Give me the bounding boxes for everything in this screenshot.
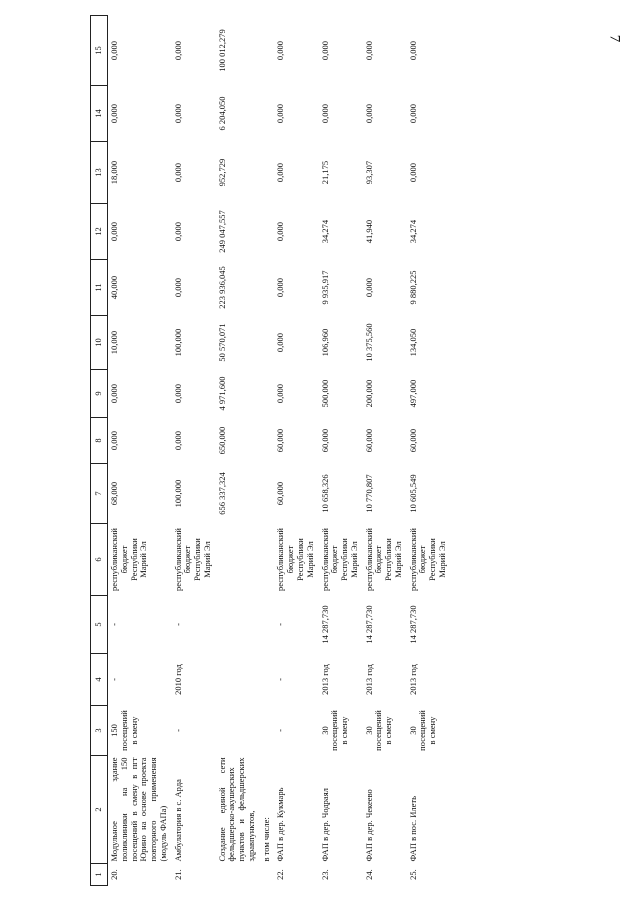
value-col-10-cell: 106,960 <box>319 328 330 357</box>
column-header: 11 <box>91 260 108 316</box>
estimated-cost-cell: - <box>172 623 183 626</box>
column-header: 14 <box>91 86 108 142</box>
value-col-9-cell: 500,000 <box>319 379 330 408</box>
value-col-12-cell: 34,274 <box>319 219 330 244</box>
value-col-12-cell: 0,000 <box>109 221 119 242</box>
capacity-cell <box>216 706 260 756</box>
value-col-11-cell <box>260 260 275 316</box>
table-row <box>363 16 407 886</box>
table-row <box>260 16 275 886</box>
commission-year-cell: - <box>275 678 286 681</box>
value-col-14-cell: 0,000 <box>275 103 286 124</box>
value-col-9-cell: 200,000 <box>363 379 374 408</box>
table-row <box>172 16 216 886</box>
budget-table <box>90 15 451 886</box>
object-name-cell: ФАП в дер. Кукмарь <box>275 787 286 862</box>
column-header: 13 <box>91 142 108 204</box>
column-header: 3 <box>91 706 108 756</box>
value-col-11-cell: 40,000 <box>109 275 119 300</box>
value-col-12-cell <box>260 204 275 260</box>
funding-source-cell <box>216 524 260 596</box>
value-col-15-cell: 0,000 <box>407 40 418 61</box>
value-col-8-cell <box>260 418 275 464</box>
row-number-cell: 22. <box>275 869 286 880</box>
estimated-cost-cell: 14 287,730 <box>319 605 330 644</box>
value-col-15-cell: 100 012,279 <box>216 29 227 72</box>
funding-source-cell <box>260 524 275 596</box>
value-col-15-cell: 0,000 <box>172 40 183 61</box>
estimated-cost-cell: - <box>275 623 286 626</box>
commission-year-cell: 2010 год <box>172 664 183 695</box>
commission-year-cell <box>260 654 275 706</box>
object-name-cell: в том числе: <box>260 817 271 862</box>
table-row <box>108 16 172 886</box>
total-value-cell <box>260 464 275 524</box>
funding-source-cell: республиканский бюджет Республики Марий Эл <box>109 528 149 591</box>
value-col-11-cell: 223 936,045 <box>216 266 227 309</box>
funding-source-cell: республиканский бюджет Республики Марий Эл <box>319 528 359 591</box>
row-number-cell <box>260 864 275 886</box>
total-value-cell: 10 658,326 <box>319 474 330 513</box>
funding-source-cell: республиканский бюджет Республики Марий Эл <box>275 528 315 591</box>
estimated-cost-cell: - <box>109 623 119 626</box>
column-header: 8 <box>91 418 108 464</box>
value-col-13-cell: 21,175 <box>319 160 330 185</box>
row-number-cell: 24. <box>363 869 374 880</box>
row-number-cell: 23. <box>319 869 330 880</box>
funding-source-cell: республиканский бюджет Республики Марий Эл <box>363 528 403 591</box>
value-col-13-cell: 0,000 <box>172 162 183 183</box>
column-header: 12 <box>91 204 108 260</box>
object-name-cell: ФАП в дер. Чекеево <box>363 789 374 862</box>
column-header: 6 <box>91 524 108 596</box>
column-header: 7 <box>91 464 108 524</box>
value-col-11-cell: 0,000 <box>363 277 374 298</box>
table-body <box>108 16 451 886</box>
value-col-8-cell: 60,000 <box>275 428 286 453</box>
capacity-cell: 30 посещений в смену <box>319 710 350 751</box>
object-name-cell: Создание единой сети фельдшерско-акушерских пунктов и фельдшерских здравпунктов, <box>216 757 256 862</box>
total-value-cell: 10 770,807 <box>363 474 374 513</box>
total-value-cell: 68,000 <box>109 481 119 506</box>
column-header: 5 <box>91 596 108 654</box>
total-value-cell: 60,000 <box>275 481 286 506</box>
value-col-11-cell: 0,000 <box>172 277 183 298</box>
total-value-cell: 656 337,324 <box>216 472 227 515</box>
value-col-9-cell: 0,000 <box>172 383 183 404</box>
table-row <box>319 16 363 886</box>
commission-year-cell: 2013 год <box>407 664 418 695</box>
value-col-14-cell <box>260 86 275 142</box>
value-col-10-cell: 10,000 <box>109 330 119 355</box>
value-col-14-cell: 0,000 <box>172 103 183 124</box>
commission-year-cell: - <box>109 678 119 681</box>
header-row <box>91 16 108 886</box>
value-col-13-cell <box>260 142 275 204</box>
capacity-cell: - <box>172 729 183 732</box>
row-number-cell: 21. <box>172 869 183 880</box>
object-name-cell: ФАП в пос. Илеть <box>407 796 418 862</box>
value-col-10-cell: 50 570,071 <box>216 323 227 362</box>
column-header: 10 <box>91 316 108 370</box>
value-col-13-cell: 0,000 <box>275 162 286 183</box>
value-col-9-cell: 4 971,600 <box>216 376 227 411</box>
value-col-10-cell: 10 375,560 <box>363 323 374 362</box>
value-col-13-cell: 18,000 <box>109 160 119 185</box>
commission-year-cell <box>216 654 260 706</box>
value-col-8-cell: 0,000 <box>172 430 183 451</box>
value-col-8-cell: 0,000 <box>109 430 119 451</box>
value-col-12-cell: 249 047,557 <box>216 210 227 253</box>
value-col-10-cell <box>260 316 275 370</box>
table-row <box>274 16 318 886</box>
funding-source-cell: республиканский бюджет Республики Марий Эл <box>172 528 212 591</box>
funding-source-cell: республиканский бюджет Республики Марий Эл <box>407 528 447 591</box>
value-col-10-cell: 100,000 <box>172 328 183 357</box>
value-col-8-cell: 650,000 <box>216 426 227 455</box>
capacity-cell: 30 посещений в смену <box>407 710 438 751</box>
capacity-cell: 30 посещений в смену <box>363 710 394 751</box>
value-col-13-cell: 0,000 <box>407 162 418 183</box>
object-name-cell: ФАП в дер. Чодраял <box>319 788 330 862</box>
value-col-15-cell: 0,000 <box>363 40 374 61</box>
column-header: 15 <box>91 16 108 86</box>
value-col-9-cell <box>260 370 275 418</box>
value-col-12-cell: 41,940 <box>363 219 374 244</box>
value-col-12-cell: 0,000 <box>275 221 286 242</box>
column-header: 9 <box>91 370 108 418</box>
estimated-cost-cell <box>260 596 275 654</box>
value-col-14-cell: 6 204,050 <box>216 96 227 131</box>
estimated-cost-cell <box>216 596 260 654</box>
capacity-cell <box>260 706 275 756</box>
value-col-13-cell: 952,729 <box>216 158 227 187</box>
value-col-13-cell: 93,307 <box>363 160 374 185</box>
value-col-10-cell: 134,050 <box>407 328 418 357</box>
value-col-10-cell: 0,000 <box>275 332 286 353</box>
value-col-9-cell: 0,000 <box>275 383 286 404</box>
value-col-14-cell: 0,000 <box>109 103 119 124</box>
value-col-15-cell: 0,000 <box>319 40 330 61</box>
value-col-15-cell <box>260 16 275 86</box>
value-col-14-cell: 0,000 <box>407 103 418 124</box>
column-header: 4 <box>91 654 108 706</box>
rotated-table-container <box>90 16 560 886</box>
page-number: 7 <box>606 34 623 43</box>
capacity-cell: 150 посещений в смену <box>109 710 139 751</box>
value-col-14-cell: 0,000 <box>319 103 330 124</box>
total-value-cell: 10 605,549 <box>407 474 418 513</box>
value-col-15-cell: 0,000 <box>275 40 286 61</box>
commission-year-cell: 2013 год <box>363 664 374 695</box>
value-col-8-cell: 60,000 <box>319 428 330 453</box>
value-col-15-cell: 0,000 <box>109 40 119 61</box>
value-col-11-cell: 9 880,225 <box>407 270 418 305</box>
value-col-9-cell: 497,000 <box>407 379 418 408</box>
row-number-cell: 25. <box>407 869 418 880</box>
capacity-cell: - <box>275 729 286 732</box>
value-col-8-cell: 60,000 <box>407 428 418 453</box>
table-row <box>407 16 451 886</box>
value-col-9-cell: 0,000 <box>109 383 119 404</box>
value-col-12-cell: 0,000 <box>172 221 183 242</box>
table-row <box>216 16 260 886</box>
total-value-cell: 100,000 <box>172 479 183 508</box>
object-name-cell: Модульное здание поликлиники на 150 посещений в смену в пгт Юрино на основе проекта повторного применения (модуль ФАПа) <box>109 757 168 862</box>
value-col-14-cell: 0,000 <box>363 103 374 124</box>
value-col-12-cell: 34,274 <box>407 219 418 244</box>
object-name-cell: Амбулатория в с. Арда <box>172 779 183 862</box>
row-number-cell <box>216 864 260 886</box>
column-header: 2 <box>91 756 108 864</box>
row-number-cell: 20. <box>109 869 119 880</box>
value-col-11-cell: 0,000 <box>275 277 286 298</box>
value-col-8-cell: 60,000 <box>363 428 374 453</box>
estimated-cost-cell: 14 287,730 <box>407 605 418 644</box>
column-header: 1 <box>91 864 108 886</box>
estimated-cost-cell: 14 287,730 <box>363 605 374 644</box>
value-col-11-cell: 9 935,917 <box>319 270 330 305</box>
commission-year-cell: 2013 год <box>319 664 330 695</box>
